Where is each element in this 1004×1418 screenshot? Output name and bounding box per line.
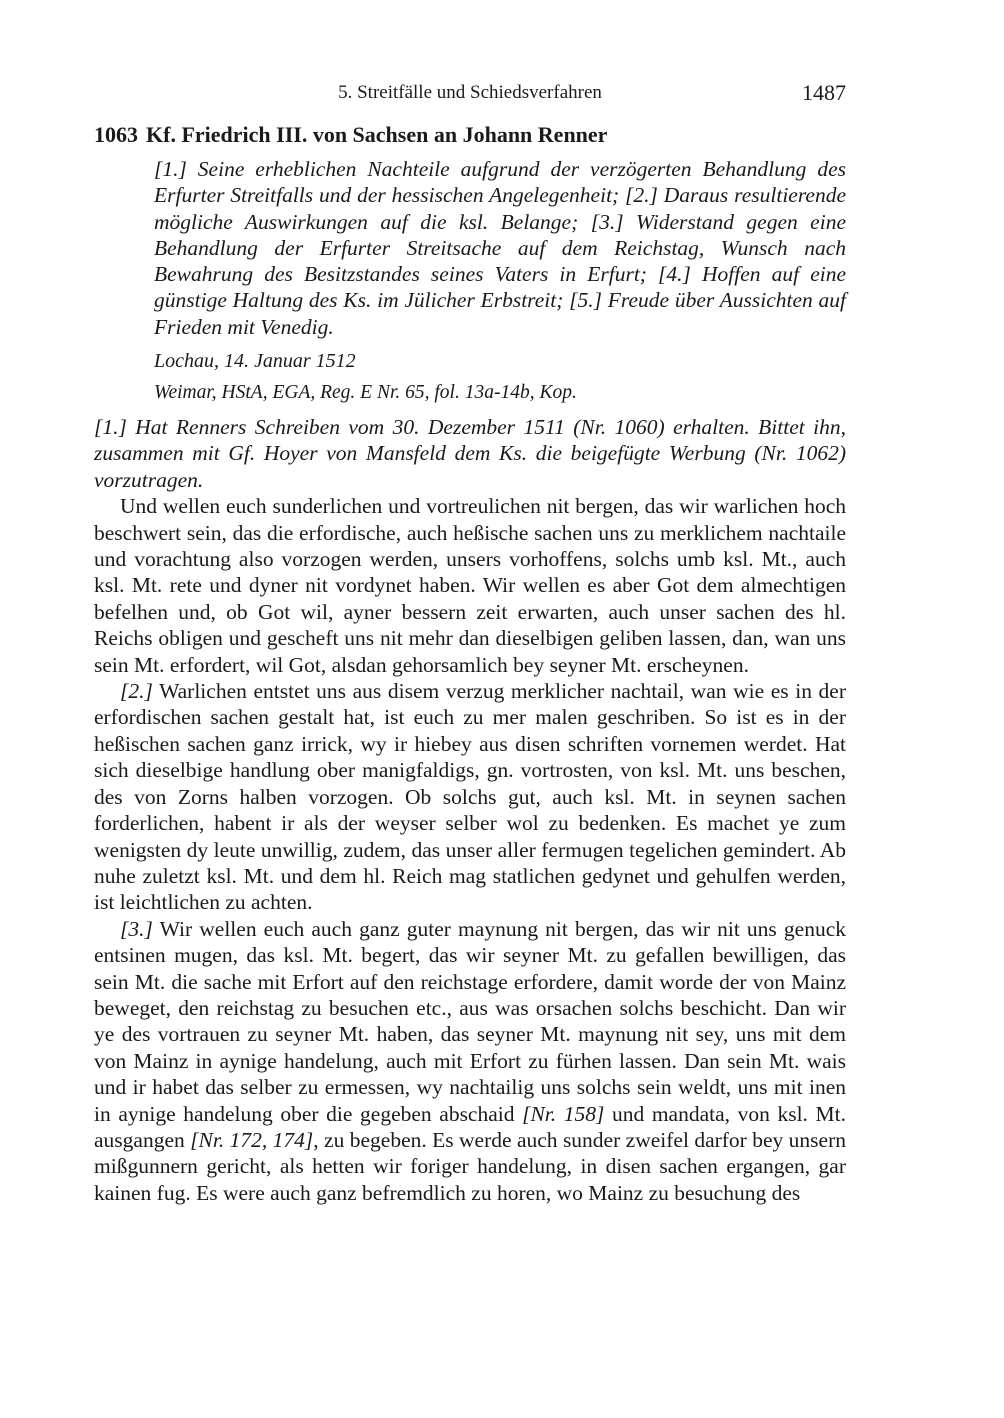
paragraph-text: Warlichen entstet uns aus disem verzug merklicher nachtail, wan wie es in der erfordischen sachen gestalt hat, ist euch zu mer malen geschriben. So ist es in der heßischen sachen ganz irrick, wy ir hiebey aus disen schriften vornemen werdet. Hat sich dieselbige handlung ober manigfaldigs, gn. vortrosten, von ksl. Mt. uns beschen, des von Zorns halben vorzogen. Ob solchs gut, auch ksl. Mt. in seynen sachen forderlichen, habent ir als der weyser selber wol zu bedenken. Es machet ye zum wenigsten dy leute unwillig, zudem, das unser aller fermugen tegelichen gemindert. Ab nuhe zuletzt ksl. Mt. und dem hl. Reich mag statlichen gedynet und gehulfen werden, ist leichtlichen zu achten. xyxy=(94,679,846,915)
regest: [1.] Seine erheblichen Nachteile aufgrund der verzögerten Behandlung des Erfurter Streitfalls und der hessischen Angelegenheit; [2.] Daraus resultierende mögliche Auswirkungen auf die ksl. Belange; [3.] Widerstand gegen eine Behandlung der Erfurter Streitsache auf dem Reichstag, Wunsch nach Bewahrung des Besitzstandes seines Vaters in Erfurt; [4.] Hoffen auf eine günstige Haltung des Ks. im Jülicher Erbstreit; [5.] Freude über Aussichten auf Frieden mit Venedig. xyxy=(154,157,846,339)
source-reference: Weimar, HStA, EGA, Reg. E Nr. 65, fol. 13a-14b, Kop. xyxy=(154,382,577,403)
cross-reference: [Nr. 158] xyxy=(522,1101,605,1126)
paragraph-3 xyxy=(94,916,846,1206)
cross-reference: [Nr. 172, 174] xyxy=(190,1127,314,1152)
date-place: Lochau, 14. Januar 1512 xyxy=(154,350,356,372)
document-number: 1063 xyxy=(94,122,138,147)
running-title: 5. Streitfälle und Schiedsverfahren xyxy=(338,82,602,103)
running-head xyxy=(94,80,846,110)
document-title: Kf. Friedrich III. von Sachsen an Johann Renner xyxy=(146,122,608,147)
section-marker: [3.] xyxy=(120,916,153,941)
document-heading xyxy=(94,122,846,148)
paragraph-text: Wir wellen euch auch ganz guter maynung nit bergen, das wir nit uns genuck entsinen mugen, das ksl. Mt. begert, das wir seyner Mt. zu gefallen bewilligen, das sein Mt. die sache mit Erfort auf den reichstage erfordere, damit worde der von Mainz beweget, den reichstag zu besuchen etc., aus was orsachen solchs beschicht. Dan wir ye des vortrauen zu seyner Mt. haben, das seyner Mt. maynung nit sey, uns mit dem von Mainz in aynige handelung, auch mit Erfort zu fürhen lassen. Dan sein Mt. wais und ir habet das selber zu ermessen, wy nachtailig uns solchs sein weldt, uns mit inen in aynige handelung ober die gegeben abschaid xyxy=(94,916,846,1126)
editorial-summary: [1.] Hat Renners Schreiben vom 30. Dezember 1511 (Nr. 1060) erhalten. Bittet ihn, zusammen mit Gf. Hoyer von Mansfeld dem Ks. die beigefügte Werbung (Nr. 1062) vorzutragen. xyxy=(94,415,846,492)
paragraph-2 xyxy=(94,678,846,916)
main-text xyxy=(94,414,846,1206)
page-number: 1487 xyxy=(802,80,846,105)
paragraph-text: und mandata, von ksl. Mt. ausgangen xyxy=(94,1101,846,1152)
section-marker: [2.] xyxy=(120,679,153,704)
paragraph-1: Und wellen euch sunderlichen und vortreulichen nit bergen, das wir warlichen hoch beschwert sein, das die erfordische, auch heßische sachen uns zu merklichem nachtaile und vorachtung also vorzogen werden, unsers vorhoffens, solchs umb ksl. Mt., auch ksl. Mt. rete und dyner nit vordynet haben. Wir wellen es aber Got dem almechtigen befelhen und, ob Got wil, ayner bessern zeit erwarten, auch unser sachen des hl. Reichs obligen und gescheft uns nit mehr dan dieselbigen geliben lassen, dan, wan uns sein Mt. erfordert, wil Got, alsdan gehorsamlich bey seyner Mt. erscheynen. xyxy=(94,494,846,677)
paragraph-text: , zu begeben. Es werde auch sunder zweifel darfor bey unsern mißgunnern gericht, als hetten wir foriger handelung, in disen sachen ergangen, gar kainen fug. Es were auch ganz befremdlich zu horen, wo Mainz zu besuchung des xyxy=(94,1127,846,1205)
